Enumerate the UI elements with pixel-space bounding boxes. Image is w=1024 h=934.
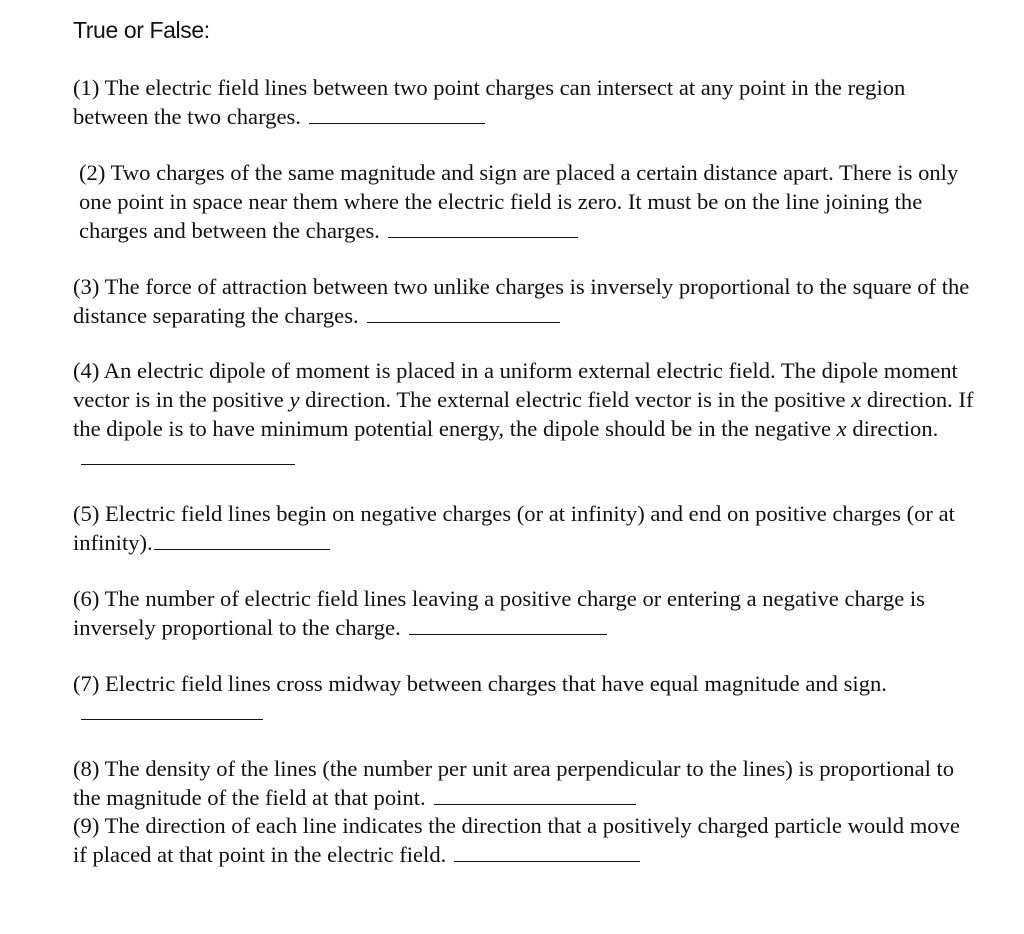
answer-blank-5[interactable] xyxy=(154,548,330,550)
question-5 xyxy=(73,499,973,557)
question-3 xyxy=(73,272,973,330)
question-1 xyxy=(73,73,973,131)
question-5-text: (5) Electric field lines begin on negative charges (or at infinity) and end on positive charges (or at infinity). xyxy=(73,501,955,555)
variable-x: x xyxy=(851,387,862,412)
question-9 xyxy=(73,811,973,869)
question-9-text: (9) The direction of each line indicates the direction that a positively charged particle would move if placed at that point in the electric field. xyxy=(73,813,960,867)
question-7-text: (7) Electric field lines cross midway between charges that have equal magnitude and sign. xyxy=(73,671,887,696)
question-7 xyxy=(73,669,973,727)
answer-blank-1[interactable] xyxy=(309,122,485,124)
answer-blank-3[interactable] xyxy=(367,321,560,323)
question-3-text: (3) The force of attraction between two unlike charges is inversely proportional to the square of the distance separating the charges. xyxy=(73,274,970,328)
answer-blank-6[interactable] xyxy=(409,633,607,635)
question-4 xyxy=(73,356,978,472)
answer-blank-8[interactable] xyxy=(434,803,636,805)
answer-blank-7[interactable] xyxy=(81,718,263,720)
question-2 xyxy=(79,158,974,245)
answer-blank-9[interactable] xyxy=(454,860,640,862)
question-6-text: (6) The number of electric field lines leaving a positive charge or entering a negative charge is inversely proportional to the charge. xyxy=(73,586,925,640)
question-2-text: (2) Two charges of the same magnitude and sign are placed a certain distance apart. There is only one point in space near them where the electric field is zero. It must be on the line joining the charges and between the charges. xyxy=(79,160,959,243)
question-4-text-c: direction. If the dipole is to have minimum potential energy, the dipole should be in the negative xyxy=(73,387,974,441)
question-6 xyxy=(73,584,973,642)
worksheet-heading: True or False: xyxy=(73,17,210,43)
question-1-text: (1) The electric field lines between two point charges can intersect at any point in the region between the two charges. xyxy=(73,75,906,129)
question-8-text: (8) The density of the lines (the number per unit area perpendicular to the lines) is proportional to the magnitude of the field at that point. xyxy=(73,756,955,810)
answer-blank-4[interactable] xyxy=(81,463,295,465)
variable-y: y xyxy=(289,387,300,412)
question-8 xyxy=(73,754,973,812)
question-4-text-d: direction. xyxy=(846,416,939,441)
answer-blank-2[interactable] xyxy=(388,236,578,238)
variable-x: x xyxy=(836,416,847,441)
question-4-text-b: direction. The external electric field vector is in the positive xyxy=(299,387,852,412)
question-4-text-a: (4) An electric dipole of moment is placed in a uniform external electric field. The dipole moment vector is in the positive xyxy=(73,358,958,412)
